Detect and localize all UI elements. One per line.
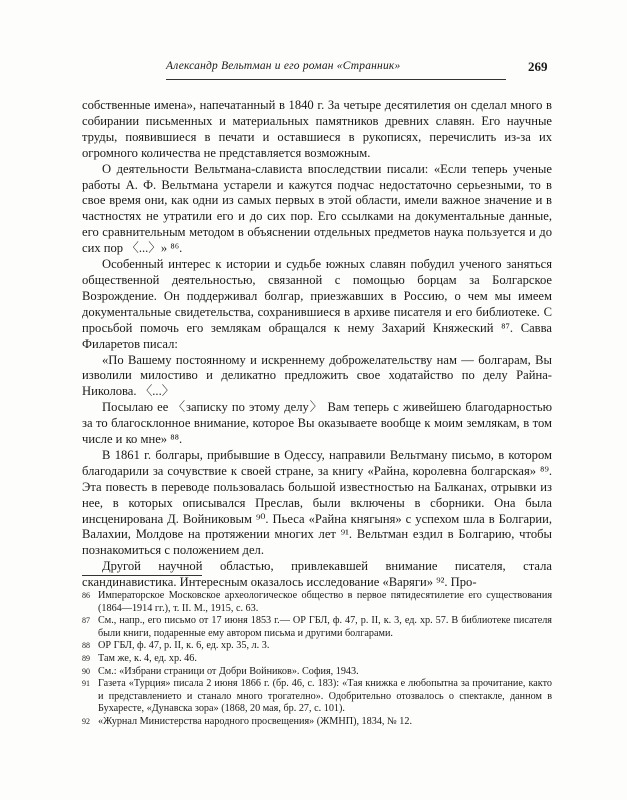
paragraph: О деятельности Вельтмана-слависта впоследствии писали: «Если теперь ученые работы А. Ф. Вельтмана устарели и кажутся подчас недостаточно серьезными, то в свое время они, как одни из самых первых в этой области, имели важное значение и в частностях не утратили его и до сих пор. Его ссылками на документальные данные, его сравнительным методом в объяснении отдельных предметов наука пользуется и до сих пор 〈...〉» ⁸⁶. — [82, 161, 552, 256]
paragraph: В 1861 г. болгары, прибывшие в Одессу, направили Вельтману письмо, в котором благодарили за сочувствие к своей стране, за книгу «Райна, королевна болгарская» ⁸⁹. Эта повесть в переводе пользовалась большой известностью на Балканах, отрывки из нее, в которых описывался Преслав, были включены в сборники. Она была инсценирована Д. Войниковым ⁹⁰. Пьеса «Райна княгыня» с успехом шла в Болгарии, Валахии, Молдове на протяжении многих лет ⁹¹. Вельтман ездил в Болгарию, чтобы познакомиться с положением дел. — [82, 447, 552, 558]
footnote-number: 87 — [82, 616, 90, 626]
paragraph: Особенный интерес к истории и судьбе южных славян побудил ученого заняться общественной деятельностью, связанной с помощью борцам за Болгарское Возрождение. Он поддерживал болгар, приезжавших в Россию, о чем мы имеем документальные свидетельства, сохранившиеся в архиве писателя и его библиотеке. С просьбой помочь его землякам обращался к нему Захарий Княжеский ⁸⁷. Савва Филаретов писал: — [82, 257, 552, 351]
running-header: Александр Вельтман и его роман «Странник» — [166, 60, 401, 72]
footnote — [82, 653, 552, 666]
header-rule — [166, 79, 506, 80]
footnote-number: 88 — [82, 641, 90, 651]
footnote-number: 89 — [82, 653, 90, 663]
main-text — [82, 98, 552, 591]
footnote — [82, 590, 552, 615]
footnote — [82, 678, 552, 716]
footnote-text: ОР ГБЛ, ф. 47, р. II, к. 6, ед. хр. 35, л. 3. — [98, 640, 270, 652]
quote-paragraph: «По Вашему постоянному и искреннему доброжелательству нам — болгарам, Вы изволили милостиво и деликатно предложить свое ходатайство по делу Райна-Николова. 〈...〉 — [82, 352, 552, 399]
quote-paragraph: Посылаю ее 〈записку по этому делу〉 Вам теперь с живейшею благодарностью за то благосклонное внимание, которое Вы оказываете вообще к моим землякам, в том числе и ко мне» ⁸⁸. — [82, 400, 552, 447]
footnote-number: 91 — [82, 679, 90, 689]
footnote-text: «Журнал Министерства народного просвещения» (ЖМНП), 1834, № 12. — [98, 715, 413, 727]
footnote — [82, 716, 552, 729]
footnote — [82, 666, 552, 679]
footnote-text: Императорское Московское археологическое общество в первое пятидесятилетие его существования (1864—1914 гг.), т. II. М., 1915, с. 63. — [98, 590, 552, 614]
paragraph: собственные имена», напечатанный в 1840 г. За четыре десятилетия он сделал много в собирании письменных и материальных памятников древних славян. Его научные труды, появившиеся в печати и оставшиеся в рукописях, перечислить из-за их огромного количества не представляется возможным. — [82, 98, 552, 160]
footnote-text: Газета «Турция» писала 2 июня 1866 г. (бр. 46, с. 183): «Тая книжка е любопытна за прочитание, както и представлението и станало много трогателно». Одобрительно отозвалось о спектакле, данном в Бухаресте, «Дунавска зора» (1868, 20 мая, бр. 27, с. 101). — [98, 678, 552, 715]
footnote-rule — [82, 575, 202, 576]
footnotes — [82, 590, 552, 729]
page-number: 269 — [528, 59, 548, 74]
footnote-number: 86 — [82, 591, 90, 600]
footnote-text: См.: «Избрани страници от Добри Войников». София, 1943. — [98, 665, 359, 677]
footnote-number: 92 — [82, 716, 90, 726]
footnote-number: 90 — [82, 666, 90, 676]
paragraph: Другой научной областью, привлекавшей внимание писателя, стала скандинавистика. Интересным оказалось исследование «Варяги» ⁹². Про- — [82, 559, 552, 590]
footnote-text: Там же, к. 4, ед. хр. 46. — [98, 652, 197, 664]
footnote — [82, 640, 552, 653]
footnote-text: См., напр., его письмо от 17 июня 1853 г.— ОР ГБЛ, ф. 47, р. II, к. 3, ед. хр. 57. В библиотеке писателя были книги, подаренные ему автором письма и другими болгарами. — [98, 615, 552, 639]
footnote — [82, 615, 552, 640]
